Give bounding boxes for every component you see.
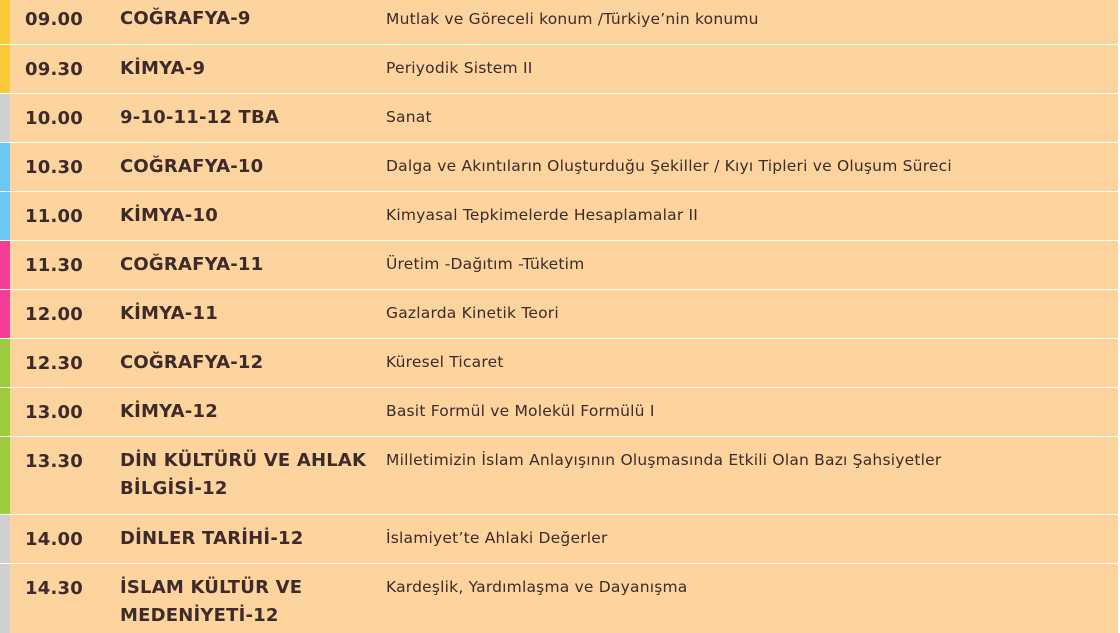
row-time: 12.30	[25, 353, 83, 374]
row-time: 09.30	[25, 59, 83, 80]
row-color-bar	[0, 192, 10, 240]
schedule-row	[0, 142, 1118, 191]
schedule-row	[0, 338, 1118, 387]
schedule-row	[0, 240, 1118, 289]
schedule-row	[0, 436, 1118, 514]
row-subject: DİN KÜLTÜRÜ VE AHLAK BİLGİSİ-12	[120, 450, 367, 499]
schedule-row	[0, 387, 1118, 436]
schedule-row	[0, 0, 1118, 44]
schedule-row	[0, 563, 1118, 633]
row-topic: İslamiyet’te Ahlaki Değerler	[386, 529, 608, 547]
row-subject: KİMYA-10	[120, 205, 218, 226]
row-time: 13.00	[25, 402, 83, 423]
schedule-row	[0, 93, 1118, 142]
row-topic: Kimyasal Tepkimelerde Hesaplamalar II	[386, 206, 699, 224]
row-subject: 9-10-11-12 TBA	[120, 107, 280, 128]
row-color-bar	[0, 339, 10, 387]
schedule-row	[0, 289, 1118, 338]
row-topic: Üretim -Dağıtım -Tüketim	[386, 255, 585, 273]
row-topic: Milletimizin İslam Anlayışının Oluşmasında Etkili Olan Bazı Şahsiyetler	[386, 451, 942, 469]
row-time: 12.00	[25, 304, 83, 325]
row-subject: KİMYA-9	[120, 58, 206, 79]
row-subject: DİNLER TARİHİ-12	[120, 528, 304, 549]
row-topic: Gazlarda Kinetik Teori	[386, 304, 559, 322]
row-subject: İSLAM KÜLTÜR VE MEDENİYETİ-12	[120, 577, 303, 626]
row-topic: Periyodik Sistem II	[386, 59, 533, 77]
row-topic: Kardeşlik, Yardımlaşma ve Dayanışma	[386, 578, 688, 596]
row-color-bar	[0, 564, 10, 633]
row-color-bar	[0, 388, 10, 436]
row-time: 13.30	[25, 451, 83, 472]
row-color-bar	[0, 143, 10, 191]
row-time: 10.30	[25, 157, 83, 178]
row-time: 14.00	[25, 529, 83, 550]
row-subject: COĞRAFYA-10	[120, 156, 264, 177]
row-subject: COĞRAFYA-12	[120, 352, 264, 373]
row-topic: Mutlak ve Göreceli konum /Türkiye’nin konumu	[386, 10, 759, 28]
row-topic: Küresel Ticaret	[386, 353, 504, 371]
row-time: 11.30	[25, 255, 83, 276]
row-color-bar	[0, 515, 10, 563]
row-color-bar	[0, 290, 10, 338]
row-topic: Sanat	[386, 108, 432, 126]
row-time: 11.00	[25, 206, 83, 227]
row-subject: KİMYA-12	[120, 401, 218, 422]
row-color-bar	[0, 241, 10, 289]
row-subject: COĞRAFYA-9	[120, 8, 251, 29]
row-color-bar	[0, 437, 10, 514]
row-time: 09.00	[25, 9, 83, 30]
schedule-row	[0, 191, 1118, 240]
schedule-row	[0, 514, 1118, 563]
row-color-bar	[0, 0, 10, 44]
row-time: 14.30	[25, 578, 83, 599]
row-time: 10.00	[25, 108, 83, 129]
schedule-row	[0, 44, 1118, 93]
row-topic: Basit Formül ve Molekül Formülü I	[386, 402, 655, 420]
row-color-bar	[0, 94, 10, 142]
row-topic: Dalga ve Akıntıların Oluşturduğu Şekiller / Kıyı Tipleri ve Oluşum Süreci	[386, 157, 952, 175]
row-subject: KİMYA-11	[120, 303, 218, 324]
row-color-bar	[0, 45, 10, 93]
row-subject: COĞRAFYA-11	[120, 254, 264, 275]
